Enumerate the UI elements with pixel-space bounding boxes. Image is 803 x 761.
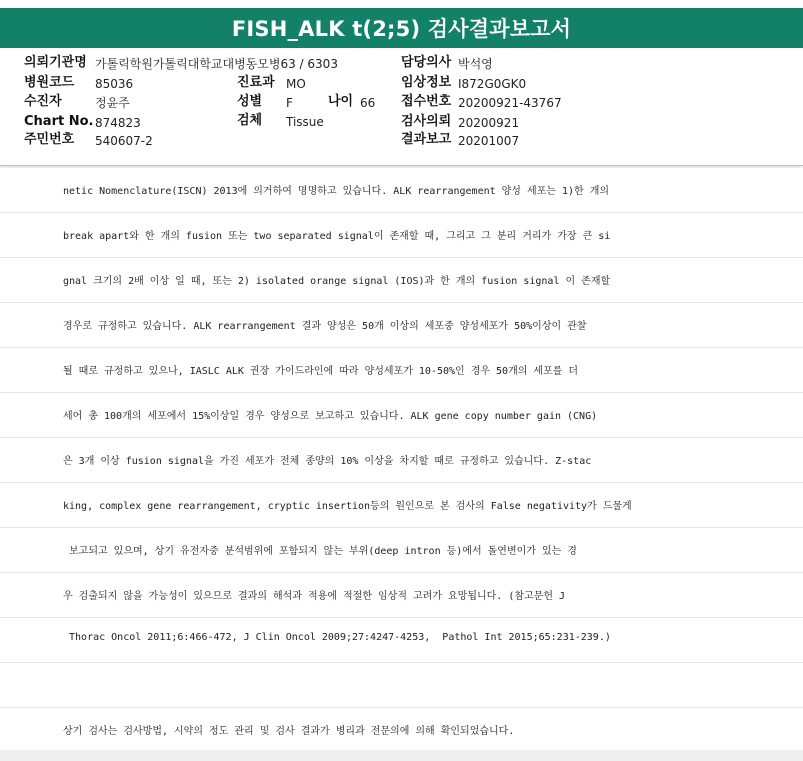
report-line-text: netic Nomenclature(ISCN) 2013에 의거하여 명명하고 있습니다. ALK rearrangement 양성 세포는 1)한 개의	[63, 186, 610, 197]
age-label: 나이	[328, 94, 354, 109]
report-date-label: 결과보고	[401, 132, 452, 147]
hospital-code-label: 병원코드	[24, 75, 75, 90]
report-body	[0, 168, 803, 750]
report-line-text: 세어 총 100개의 세포에서 15%이상일 경우 양성으로 보고하고 있습니다. ALK gene copy number gain (CNG)	[63, 411, 598, 422]
report-date-value: 20201007	[458, 134, 520, 148]
accession-value: 20200921-43767	[458, 96, 562, 110]
report-line	[0, 438, 803, 483]
report-line	[0, 528, 803, 573]
report-line	[0, 483, 803, 528]
report-line-text: 은 3개 이상 fusion signal을 가진 세포가 전체 종양의 10% 이상을 차지할 때로 규정하고 있습니다. Z-stac	[63, 456, 592, 467]
resident-no-value: 540607-2	[95, 134, 153, 148]
report-line	[0, 348, 803, 393]
examiner-value: 정윤주	[95, 96, 130, 110]
hospital-code-value: 85036	[95, 77, 134, 91]
report-line	[0, 393, 803, 438]
clinical-info-value: I872G0GK0	[458, 77, 527, 91]
report-line-text: 경우로 규정하고 있습니다. ALK rearrangement 결과 양성은 50개 이상의 세포중 양성세포가 50%이상이 관찰	[63, 321, 587, 332]
doctor-value: 박석영	[458, 57, 493, 71]
resident-no-label: 주민번호	[24, 132, 75, 147]
chart-no-label: Chart No.	[24, 114, 94, 129]
accession-label: 접수번호	[401, 94, 452, 109]
department-label: 진료과	[237, 75, 275, 90]
report-line-text: break apart와 한 개의 fusion 또는 two separated signal이 존재할 때, 그리고 그 분리 거리가 가장 큰 si	[63, 231, 611, 242]
sex-value: F	[286, 96, 293, 110]
report-line-text: king, complex gene rearrangement, cryptic insertion등의 원인으로 본 검사의 False negativity가 드물게	[63, 501, 632, 512]
report-footer-text: 상기 검사는 검사방법, 시약의 정도 관리 및 검사 결과가 병리과 전문의에 의해 확인되었습니다.	[63, 726, 515, 737]
request-date-label: 검사의뢰	[401, 114, 452, 129]
report-line-text: 우 검출되지 않을 가능성이 있으므로 결과의 해석과 적용에 적절한 임상적 고려가 요망됩니다. (참고문헌 J	[63, 591, 566, 602]
institution-label: 의뢰기관명	[24, 55, 87, 70]
bottom-scroll-strip	[0, 750, 803, 761]
report-footer-line	[0, 708, 803, 752]
report-line	[0, 303, 803, 348]
report-line	[0, 168, 803, 213]
report-title: FISH_ALK t(2;5) 검사결과보고서	[231, 17, 572, 41]
specimen-value: Tissue	[286, 115, 324, 129]
age-value: 66	[360, 96, 376, 110]
report-line	[0, 258, 803, 303]
department-value: MO	[286, 77, 306, 91]
patient-info-panel	[0, 48, 803, 166]
sex-label: 성별	[237, 94, 263, 109]
examiner-label: 수진자	[24, 94, 62, 109]
clinical-info-label: 임상정보	[401, 75, 452, 90]
report-line-blank	[0, 663, 803, 708]
specimen-label: 검체	[237, 113, 263, 128]
report-line-text: gnal 크기의 2배 이상 일 때, 또는 2) isolated orange signal (IOS)과 한 개의 fusion signal 이 존재할	[63, 276, 611, 287]
report-line-text: 보고되고 있으며, 상기 유전자중 분석범위에 포함되지 않는 부위(deep intron 등)에서 돌연변이가 있는 경	[63, 546, 577, 557]
report-line	[0, 213, 803, 258]
request-date-value: 20200921	[458, 116, 520, 130]
report-line	[0, 573, 803, 618]
report-line-text: 될 때로 규정하고 있으나, IASLC ALK 권장 가이드라인에 따라 양성세포가 10-50%인 경우 50개의 세포를 더	[63, 366, 579, 377]
doctor-label: 담당의사	[401, 55, 452, 70]
chart-no-value: 874823	[95, 116, 141, 130]
report-line	[0, 618, 803, 663]
report-title-bar	[0, 8, 803, 48]
institution-value: 가톨릭학원가톨릭대학교대병동모병63 / 6303	[95, 57, 338, 71]
report-line-text: Thorac Oncol 2011;6:466-472, J Clin Oncol 2009;27:4247-4253, Pathol Int 2015;65:231-239.)	[63, 632, 611, 643]
